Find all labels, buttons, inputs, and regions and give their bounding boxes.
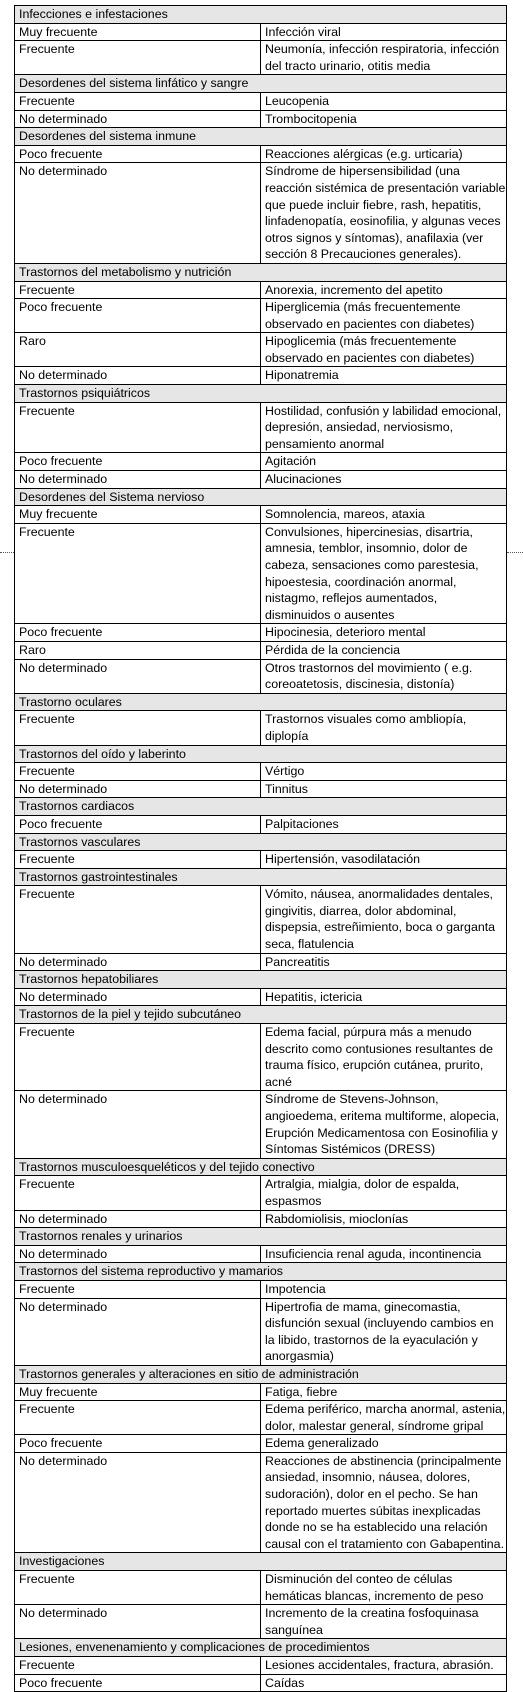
reaction-cell: Edema generalizado [261,1435,507,1453]
reaction-cell: Rabdomiolisis, mioclonías [261,1210,507,1228]
table-row [15,1091,507,1158]
frequency-cell: Frecuente [15,1401,261,1435]
section-header-row [15,263,507,281]
section-title: Trastornos gastrointestinales [15,868,507,886]
table-row [15,711,507,745]
frequency-cell: Poco frecuente [15,1435,261,1453]
reaction-cell: Caídas [261,1674,507,1692]
reaction-cell: Pérdida de la conciencia [261,641,507,659]
frequency-cell: No determinado [15,659,261,693]
reaction-cell: Reacciones alérgicas (e.g. urticaria) [261,145,507,163]
table-row [15,1605,507,1639]
frequency-cell: No determinado [15,1091,261,1158]
reaction-cell: Hipertrofia de mama, ginecomastia, disfunción sexual (incluyendo cambios en la libido, trastornos de la eyaculación y anorgasmia) [261,1298,507,1365]
table-row [15,1571,507,1605]
table-row [15,402,507,453]
table-row [15,523,507,624]
table-row [15,988,507,1006]
frequency-cell: Frecuente [15,763,261,781]
reaction-cell: Neumonía, infección respiratoria, infección del tracto urinario, otitis media [261,41,507,75]
table-row [15,851,507,869]
table-row [15,23,507,41]
table-row [15,1383,507,1401]
frequency-cell: No determinado [15,988,261,1006]
reaction-cell: Alucinaciones [261,471,507,489]
table-row [15,1674,507,1692]
frequency-cell: Frecuente [15,92,261,110]
table-row [15,763,507,781]
section-title: Trastornos del oído y laberinto [15,745,507,763]
section-title: Desordenes del Sistema nervioso [15,488,507,506]
table-row [15,1245,507,1263]
section-title: Trastornos del sistema reproductivo y mamarios [15,1263,507,1281]
frequency-cell: Frecuente [15,711,261,745]
table-row [15,641,507,659]
frequency-cell: Poco frecuente [15,145,261,163]
reaction-cell: Hiponatremia [261,367,507,385]
frequency-cell: Frecuente [15,886,261,953]
table-row [15,110,507,128]
frequency-cell: No determinado [15,1210,261,1228]
section-header-row [15,1158,507,1176]
reaction-cell: Hipoglicemia (más frecuentemente observado en pacientes con diabetes) [261,333,507,367]
table-row [15,1452,507,1553]
table-row [15,1210,507,1228]
table-row [15,886,507,953]
table-row [15,1401,507,1435]
section-title: Trastornos psiquiátricos [15,385,507,403]
table-row [15,624,507,642]
frequency-cell: Raro [15,333,261,367]
section-title: Trastornos renales y urinarios [15,1228,507,1246]
section-header-row [15,1263,507,1281]
reaction-cell: Somnolencia, mareos, ataxia [261,506,507,524]
reaction-cell: Trombocitopenia [261,110,507,128]
frequency-cell: Muy frecuente [15,1383,261,1401]
frequency-cell: Poco frecuente [15,815,261,833]
table-row [15,780,507,798]
reaction-cell: Lesiones accidentales, fractura, abrasión. [261,1657,507,1675]
frequency-cell: No determinado [15,367,261,385]
section-header-row [15,75,507,93]
reaction-cell: Hipocinesia, deterioro mental [261,624,507,642]
reaction-cell: Convulsiones, hipercinesias, disartria, amnesia, temblor, insomnio, dolor de cabeza, sensaciones como parestesia, hipoestesia, coordinación anormal, nistagmo, reflejos aumentados, disminuidos o ausentes [261,523,507,624]
frequency-cell: No determinado [15,110,261,128]
section-header-row [15,1228,507,1246]
section-header-row [15,868,507,886]
section-title: Desordenes del sistema inmune [15,128,507,146]
section-title: Trastornos generales y alteraciones en sitio de administración [15,1365,507,1383]
reaction-cell: Infección viral [261,23,507,41]
section-header-row [15,1365,507,1383]
section-title: Desordenes del sistema linfático y sangre [15,75,507,93]
reaction-cell: Vómito, náusea, anormalidades dentales, gingivitis, diarrea, dolor abdominal, dispepsia, estreñimiento, boca o garganta seca, flatulencia [261,886,507,953]
section-header-row [15,971,507,989]
reaction-cell: Fatiga, fiebre [261,1383,507,1401]
table-row [15,281,507,299]
reaction-cell: Hepatitis, ictericia [261,988,507,1006]
table-row [15,1176,507,1210]
frequency-cell: No determinado [15,780,261,798]
frequency-cell: Frecuente [15,1657,261,1675]
section-title: Lesiones, envenenamiento y complicaciones de procedimientos [15,1639,507,1657]
section-title: Trastornos vasculares [15,833,507,851]
reaction-cell: Tinnitus [261,780,507,798]
reaction-cell: Pancreatitis [261,953,507,971]
frequency-cell: No determinado [15,1452,261,1553]
frequency-cell: Poco frecuente [15,299,261,333]
frequency-cell: No determinado [15,1298,261,1365]
section-header-row [15,693,507,711]
table-row [15,163,507,264]
frequency-cell: Poco frecuente [15,453,261,471]
frequency-cell: Raro [15,641,261,659]
section-title: Trastorno oculares [15,693,507,711]
reaction-cell: Insuficiencia renal aguda, incontinencia [261,1245,507,1263]
frequency-cell: No determinado [15,953,261,971]
table-row [15,1280,507,1298]
section-header-row [15,385,507,403]
section-header-row [15,833,507,851]
section-title: Trastornos musculoesqueléticos y del tejido conectivo [15,1158,507,1176]
frequency-cell: Poco frecuente [15,624,261,642]
table-row [15,1657,507,1675]
frequency-cell: Frecuente [15,1024,261,1091]
reaction-cell: Impotencia [261,1280,507,1298]
frequency-cell: No determinado [15,1245,261,1263]
table-row [15,1024,507,1091]
section-title: Trastornos de la piel y tejido subcutáneo [15,1006,507,1024]
table-body [15,6,507,1692]
frequency-cell: Frecuente [15,851,261,869]
table-row [15,41,507,75]
frequency-cell: Muy frecuente [15,23,261,41]
section-header-row [15,128,507,146]
frequency-cell: Frecuente [15,523,261,624]
table-row [15,815,507,833]
reaction-cell: Vértigo [261,763,507,781]
reaction-cell: Otros trastornos del movimiento ( e.g. coreoatetosis, discinesia, distonía) [261,659,507,693]
table-row [15,1435,507,1453]
section-title: Trastornos hepatobiliares [15,971,507,989]
reaction-cell: Leucopenia [261,92,507,110]
frequency-cell: Frecuente [15,281,261,299]
section-header-row [15,6,507,24]
section-header-row [15,488,507,506]
frequency-cell: Frecuente [15,1280,261,1298]
page-break-marker [507,552,523,553]
reaction-cell: Síndrome de Stevens-Johnson, angioedema, eritema multiforme, alopecia, Erupción Medicamentosa con Eosinofilia y Síntomas Sistémicos (DRESS) [261,1091,507,1158]
frequency-cell: No determinado [15,163,261,264]
section-title: Investigaciones [15,1553,507,1571]
reaction-cell: Hostilidad, confusión y labilidad emocional, depresión, ansiedad, nerviosismo, pensamiento anormal [261,402,507,453]
section-header-row [15,798,507,816]
table-row [15,145,507,163]
section-header-row [15,1639,507,1657]
reaction-cell: Hipertensión, vasodilatación [261,851,507,869]
reaction-cell: Hiperglicemia (más frecuentemente observado en pacientes con diabetes) [261,299,507,333]
page-break-marker [0,552,14,553]
reaction-cell: Palpitaciones [261,815,507,833]
section-header-row [15,1006,507,1024]
section-header-row [15,745,507,763]
reaction-cell: Artralgia, mialgia, dolor de espalda, espasmos [261,1176,507,1210]
reaction-cell: Agitación [261,453,507,471]
frequency-cell: No determinado [15,471,261,489]
table-row [15,453,507,471]
section-title: Infecciones e infestaciones [15,6,507,24]
frequency-cell: Poco frecuente [15,1674,261,1692]
frequency-cell: Muy frecuente [15,506,261,524]
frequency-cell: Frecuente [15,41,261,75]
frequency-cell: Frecuente [15,1176,261,1210]
reaction-cell: Incremento de la creatina fosfoquinasa sanguínea [261,1605,507,1639]
frequency-cell: No determinado [15,1605,261,1639]
reaction-cell: Disminución del conteo de células hemáticas blancas, incremento de peso [261,1571,507,1605]
table-row [15,1298,507,1365]
table-row [15,953,507,971]
section-title: Trastornos cardiacos [15,798,507,816]
frequency-cell: Frecuente [15,1571,261,1605]
reaction-cell: Anorexia, incremento del apetito [261,281,507,299]
reaction-cell: Trastornos visuales como ambliopía, diplopía [261,711,507,745]
section-header-row [15,1553,507,1571]
reaction-cell: Edema periférico, marcha anormal, astenia, dolor, malestar general, síndrome gripal [261,1401,507,1435]
section-title: Trastornos del metabolismo y nutrición [15,263,507,281]
table-row [15,333,507,367]
table-row [15,299,507,333]
adverse-reactions-table [14,5,507,1692]
table-row [15,506,507,524]
table-row [15,367,507,385]
reaction-cell: Síndrome de hipersensibilidad (una reacción sistémica de presentación variable que puede incluir fiebre, rash, hepatitis, linfadenopatía, eosinofilia, y algunas veces otros signos y síntomas), anafilaxia (ver sección 8 Precauciones generales). [261,163,507,264]
reaction-cell: Reacciones de abstinencia (principalmente ansiedad, insomnio, náusea, dolores, sudoración), dolor en el pecho. Se han reportado muertes súbitas inexplicadas donde no se ha establecido una relación causal con el tratamiento con Gabapentina. [261,1452,507,1553]
table-row [15,92,507,110]
table-row [15,471,507,489]
table-row [15,659,507,693]
frequency-cell: Frecuente [15,402,261,453]
reaction-cell: Edema facial, púrpura más a menudo descrito como contusiones resultantes de trauma físico, erupción cutánea, prurito, acné [261,1024,507,1091]
